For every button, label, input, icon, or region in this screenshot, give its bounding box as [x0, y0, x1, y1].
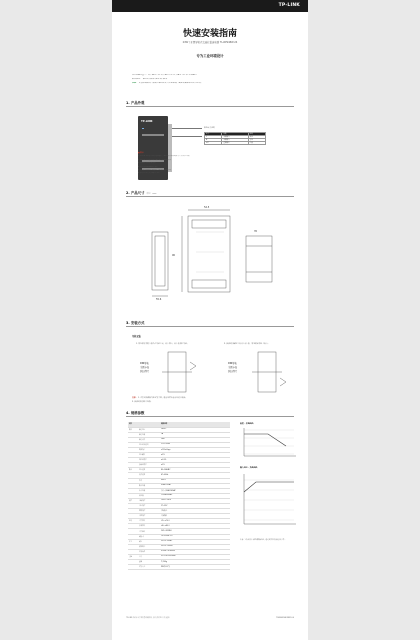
spec-cell: 安全 [128, 539, 138, 544]
led-indicator [142, 128, 144, 129]
tag-din-rail: DIN导轨 [140, 362, 149, 365]
spec-cell: 约 200g [160, 560, 230, 565]
tip-item: 4. 安装时请预留散热空间。 [138, 165, 159, 168]
tips-heading: ■ 提示 [138, 152, 144, 154]
spec-cell: -40~+85℃ [160, 524, 230, 529]
dimension-drawing [142, 202, 282, 302]
install-arrow-left [190, 362, 196, 370]
page-tagline: 专为工业环境设计 [196, 54, 224, 58]
install-tags-right [228, 362, 237, 375]
section-rule [126, 326, 294, 327]
spec-cell: 过压保护 [138, 504, 160, 509]
install-tags-left [140, 362, 149, 375]
spec-cell: 绝缘阻抗 [138, 544, 160, 549]
spec-row [128, 565, 230, 570]
spec-cell: 21.6~26.4V [160, 442, 230, 447]
section-title-specs: 4. 规格参数 [126, 411, 145, 415]
spec-cell: 输入电流 [138, 483, 160, 488]
terminal-table-cell: 正极 [248, 142, 265, 145]
terminal-table-cell: +V [205, 142, 222, 145]
tip-item: 2. 输出电压可通过电位器在规定范围内调节。 [138, 158, 173, 161]
install-step-1: 1. 将电源背部的卡扣挂在导轨上端，向下按压，使卡扣扣住导轨。 [136, 343, 189, 345]
intro-note-1: 本手册适用型号：以下适用于此 以下适用于此 以下适用于此 本 手册适用 [132, 74, 197, 76]
derating-chart-voltage [238, 470, 298, 530]
spec-cell: 频率范围 [138, 473, 160, 478]
section-title-appearance: 1. 产品外观 [126, 101, 145, 105]
side-view-inner [155, 236, 165, 286]
spec-cell: ±1% [160, 453, 230, 458]
spec-cell: 耐压 [138, 539, 160, 544]
device-brand: TP-LINK [141, 120, 153, 123]
spec-cell: 输入 [128, 468, 138, 473]
warning-label: 注意： [132, 81, 139, 84]
front-terminals-top [192, 220, 226, 228]
spec-cell: 安装方式 [138, 565, 160, 570]
spec-cell: 尺寸 [138, 554, 160, 559]
spec-cell: 85~264VAC [160, 468, 230, 473]
section-rule [126, 416, 294, 417]
terminal-table-cell: 直流输出 [222, 142, 248, 145]
tip-item: 6. 指示灯常亮表示输出正常。 [138, 172, 161, 175]
section-title-install: 3. 安装方式 [126, 321, 145, 325]
spec-cell: 额定功率 [138, 437, 160, 442]
spec-cell: 1A [160, 432, 230, 437]
spec-cell: 工作湿度 [138, 529, 160, 534]
warning-text: 安装前请阅读产品使用说明及安全注意事项，避免设备损坏或人身伤害。 [138, 81, 203, 84]
dim-width-label: 52.5 [204, 206, 210, 209]
spec-cell: 负载调整率 [138, 463, 160, 468]
spec-cell: 重量 [138, 560, 160, 565]
curve-line [244, 482, 294, 492]
intro-warning [132, 82, 292, 86]
section-rule [126, 196, 294, 197]
chart-1-title: 温度 - 负载曲线 [240, 423, 254, 425]
leader-line [172, 128, 202, 129]
install-step-2: 2. 拆卸时用螺丝刀向下拉动卡扣，将电源从导轨上取下。 [224, 343, 270, 345]
spec-cell: -25~+70℃ [160, 519, 230, 524]
install-note-head: 注意： [132, 397, 138, 399]
spec-cell: ±1% [160, 463, 230, 468]
terminal-table-cell: 交流输入 [222, 136, 248, 139]
install-arrow-right [280, 378, 286, 386]
terminal-table-cell: 功能 [222, 133, 248, 136]
spec-cell: 输出 [128, 427, 138, 432]
spec-cell: UL508 / IEC60950 [160, 549, 230, 554]
tag-din-rail: DIN导轨 [228, 362, 237, 365]
spec-cell: <1mA/240VAC [160, 493, 230, 498]
spec-cell: 10~500Hz, 2G [160, 534, 230, 539]
spec-cell: 关闭输出 [160, 514, 230, 519]
dimensions-unit: 单位：mm [146, 193, 157, 195]
spec-cell: 额定电压 [138, 427, 160, 432]
spec-cell: 47~63Hz [160, 473, 230, 478]
intro-note-2: 版本说明： 说明文档版本 说明文档版本 [132, 77, 168, 80]
spec-cell: 漏电流 [138, 493, 160, 498]
spec-cell: 存储温度 [138, 524, 160, 529]
top-bar [112, 0, 308, 12]
page-subtitle: 24W工业级导轨式交流转直流电源 TL-RPS48W-24 [182, 41, 238, 44]
tips-block [138, 152, 278, 176]
terminal-table-cell: 说明 [248, 133, 265, 136]
front-view-outline [188, 216, 230, 292]
spec-cell: 耐振动 [138, 534, 160, 539]
spec-cell: 52.5×90×55.6mm [160, 554, 230, 559]
tip-item: 1. 请在断电状态下进行接线操作，确认输入电源规格与产品要求一致。 [138, 155, 191, 158]
spec-cell: 线性调整率 [138, 458, 160, 463]
terminal-block [142, 134, 164, 136]
dim-height-label: 90 [172, 254, 176, 257]
install-note [132, 396, 187, 399]
dimensions-title: 2. 产品尺寸 [126, 191, 145, 195]
curve-line [244, 434, 286, 446]
terminal-table-cell: L [205, 136, 222, 139]
tag-pull-clip: 拉扣弹片 [140, 370, 150, 374]
terminal-table [204, 132, 266, 145]
terminal-table-cell: 零线 [248, 139, 265, 142]
tag-metal-clip: 金属卡扣 [140, 366, 150, 370]
spec-cell: 24VDC [160, 427, 230, 432]
spec-cell: 纹波噪声 [138, 447, 160, 452]
dim-inner-label: 35 [254, 230, 258, 233]
dim-depth-label: 55.6 [156, 298, 162, 301]
install-note-1: 1. 安装时请确保导轨安装牢固，避免设备在振动环境中脱落。 [137, 397, 187, 399]
spec-cell: 环境 [128, 519, 138, 524]
spec-cell: 额定电流 [138, 432, 160, 437]
install-subtitle: 导轨安装 [132, 335, 141, 338]
terminal-table-cell: 交流输入 [222, 139, 248, 142]
section-rule [126, 106, 294, 107]
terminal-table-cell: 火线 [248, 136, 265, 139]
page-title: 快速安装指南 [182, 29, 237, 39]
spec-cell: 效率 [138, 478, 160, 483]
install-note-2: 2. 拆卸时请先断开电源。 [132, 401, 153, 403]
spec-cell: 安规标准 [138, 549, 160, 554]
spec-cell: 电压精度 [138, 453, 160, 458]
spec-cell: I/P-O/P: 100MΩ [160, 544, 230, 549]
tag-metal-clip: 金属卡扣 [228, 366, 238, 370]
spec-cell: 冲击电流 [138, 488, 160, 493]
spec-cell: 27~32V [160, 504, 230, 509]
spec-cell: ≥85% [160, 478, 230, 483]
right-view-outline [246, 236, 272, 282]
spec-cell: 20%~95%RH [160, 529, 230, 534]
chart-note: 注意：实际使用中请参考降额曲线，避免设备长时间满负荷工作。 [240, 540, 287, 541]
spec-cell: 24W [160, 437, 230, 442]
terminal-table-row [205, 142, 266, 145]
spec-cell: 过温保护 [138, 514, 160, 519]
section-title-dimensions [126, 190, 156, 195]
panel-label: 接线端子说明 [204, 127, 215, 129]
tag-pull-clip: 拉扣弹片 [228, 370, 238, 374]
spec-header-cell: 项目 [128, 422, 138, 427]
front-terminals-bottom [192, 280, 226, 288]
install-drawing [132, 350, 292, 394]
terminal-table-cell: N [205, 139, 222, 142]
spec-cell: 105%~150% [160, 498, 230, 503]
derating-chart-temp [238, 426, 298, 462]
spec-cell: 短路保护 [138, 509, 160, 514]
leader-line [172, 136, 202, 137]
terminal-table-cell: 端子 [205, 133, 222, 136]
spec-cell: DIN导轨安装 [160, 565, 230, 570]
spec-table [128, 422, 230, 570]
tip-item: 3. 请确保设备接地良好。 [138, 162, 158, 165]
spec-cell: 0.6A/115VAC [160, 483, 230, 488]
spec-cell [128, 565, 138, 570]
spec-cell: 其他 [128, 554, 138, 559]
spec-cell: 打嗝模式 [160, 509, 230, 514]
spec-cell: 冷启动 30A/230VAC [160, 488, 230, 493]
spec-cell: I/P-O/P: 3KVAC [160, 539, 230, 544]
spec-cell: ±0.5% [160, 458, 230, 463]
spec-cell: 保护 [128, 498, 138, 503]
spec-header-cell: 规格说明 [160, 422, 230, 427]
guide-page [112, 0, 308, 640]
chart-2-title: 输入电压 - 负载曲线 [240, 467, 258, 469]
intro-notes [132, 74, 292, 85]
spec-cell: 工作温度 [138, 519, 160, 524]
brand-logo: TP-LINK [278, 3, 300, 8]
footer-version: 7103503168 REV1.0.0 [276, 618, 294, 619]
spec-cell: 过载保护 [138, 498, 160, 503]
footer-disclaimer: TP-LINK 保留对本手册的最终解释权，如有变更恕不另行通知。 [126, 618, 171, 619]
tip-item: 5. 请勿在潮湿或有腐蚀性气体的环境中使用。 [138, 169, 173, 172]
spec-cell: ≤120mVp-p [160, 447, 230, 452]
spec-cell: 电压范围 [138, 468, 160, 473]
side-view-outline [152, 232, 168, 290]
spec-cell: 电压调节范围 [138, 442, 160, 447]
